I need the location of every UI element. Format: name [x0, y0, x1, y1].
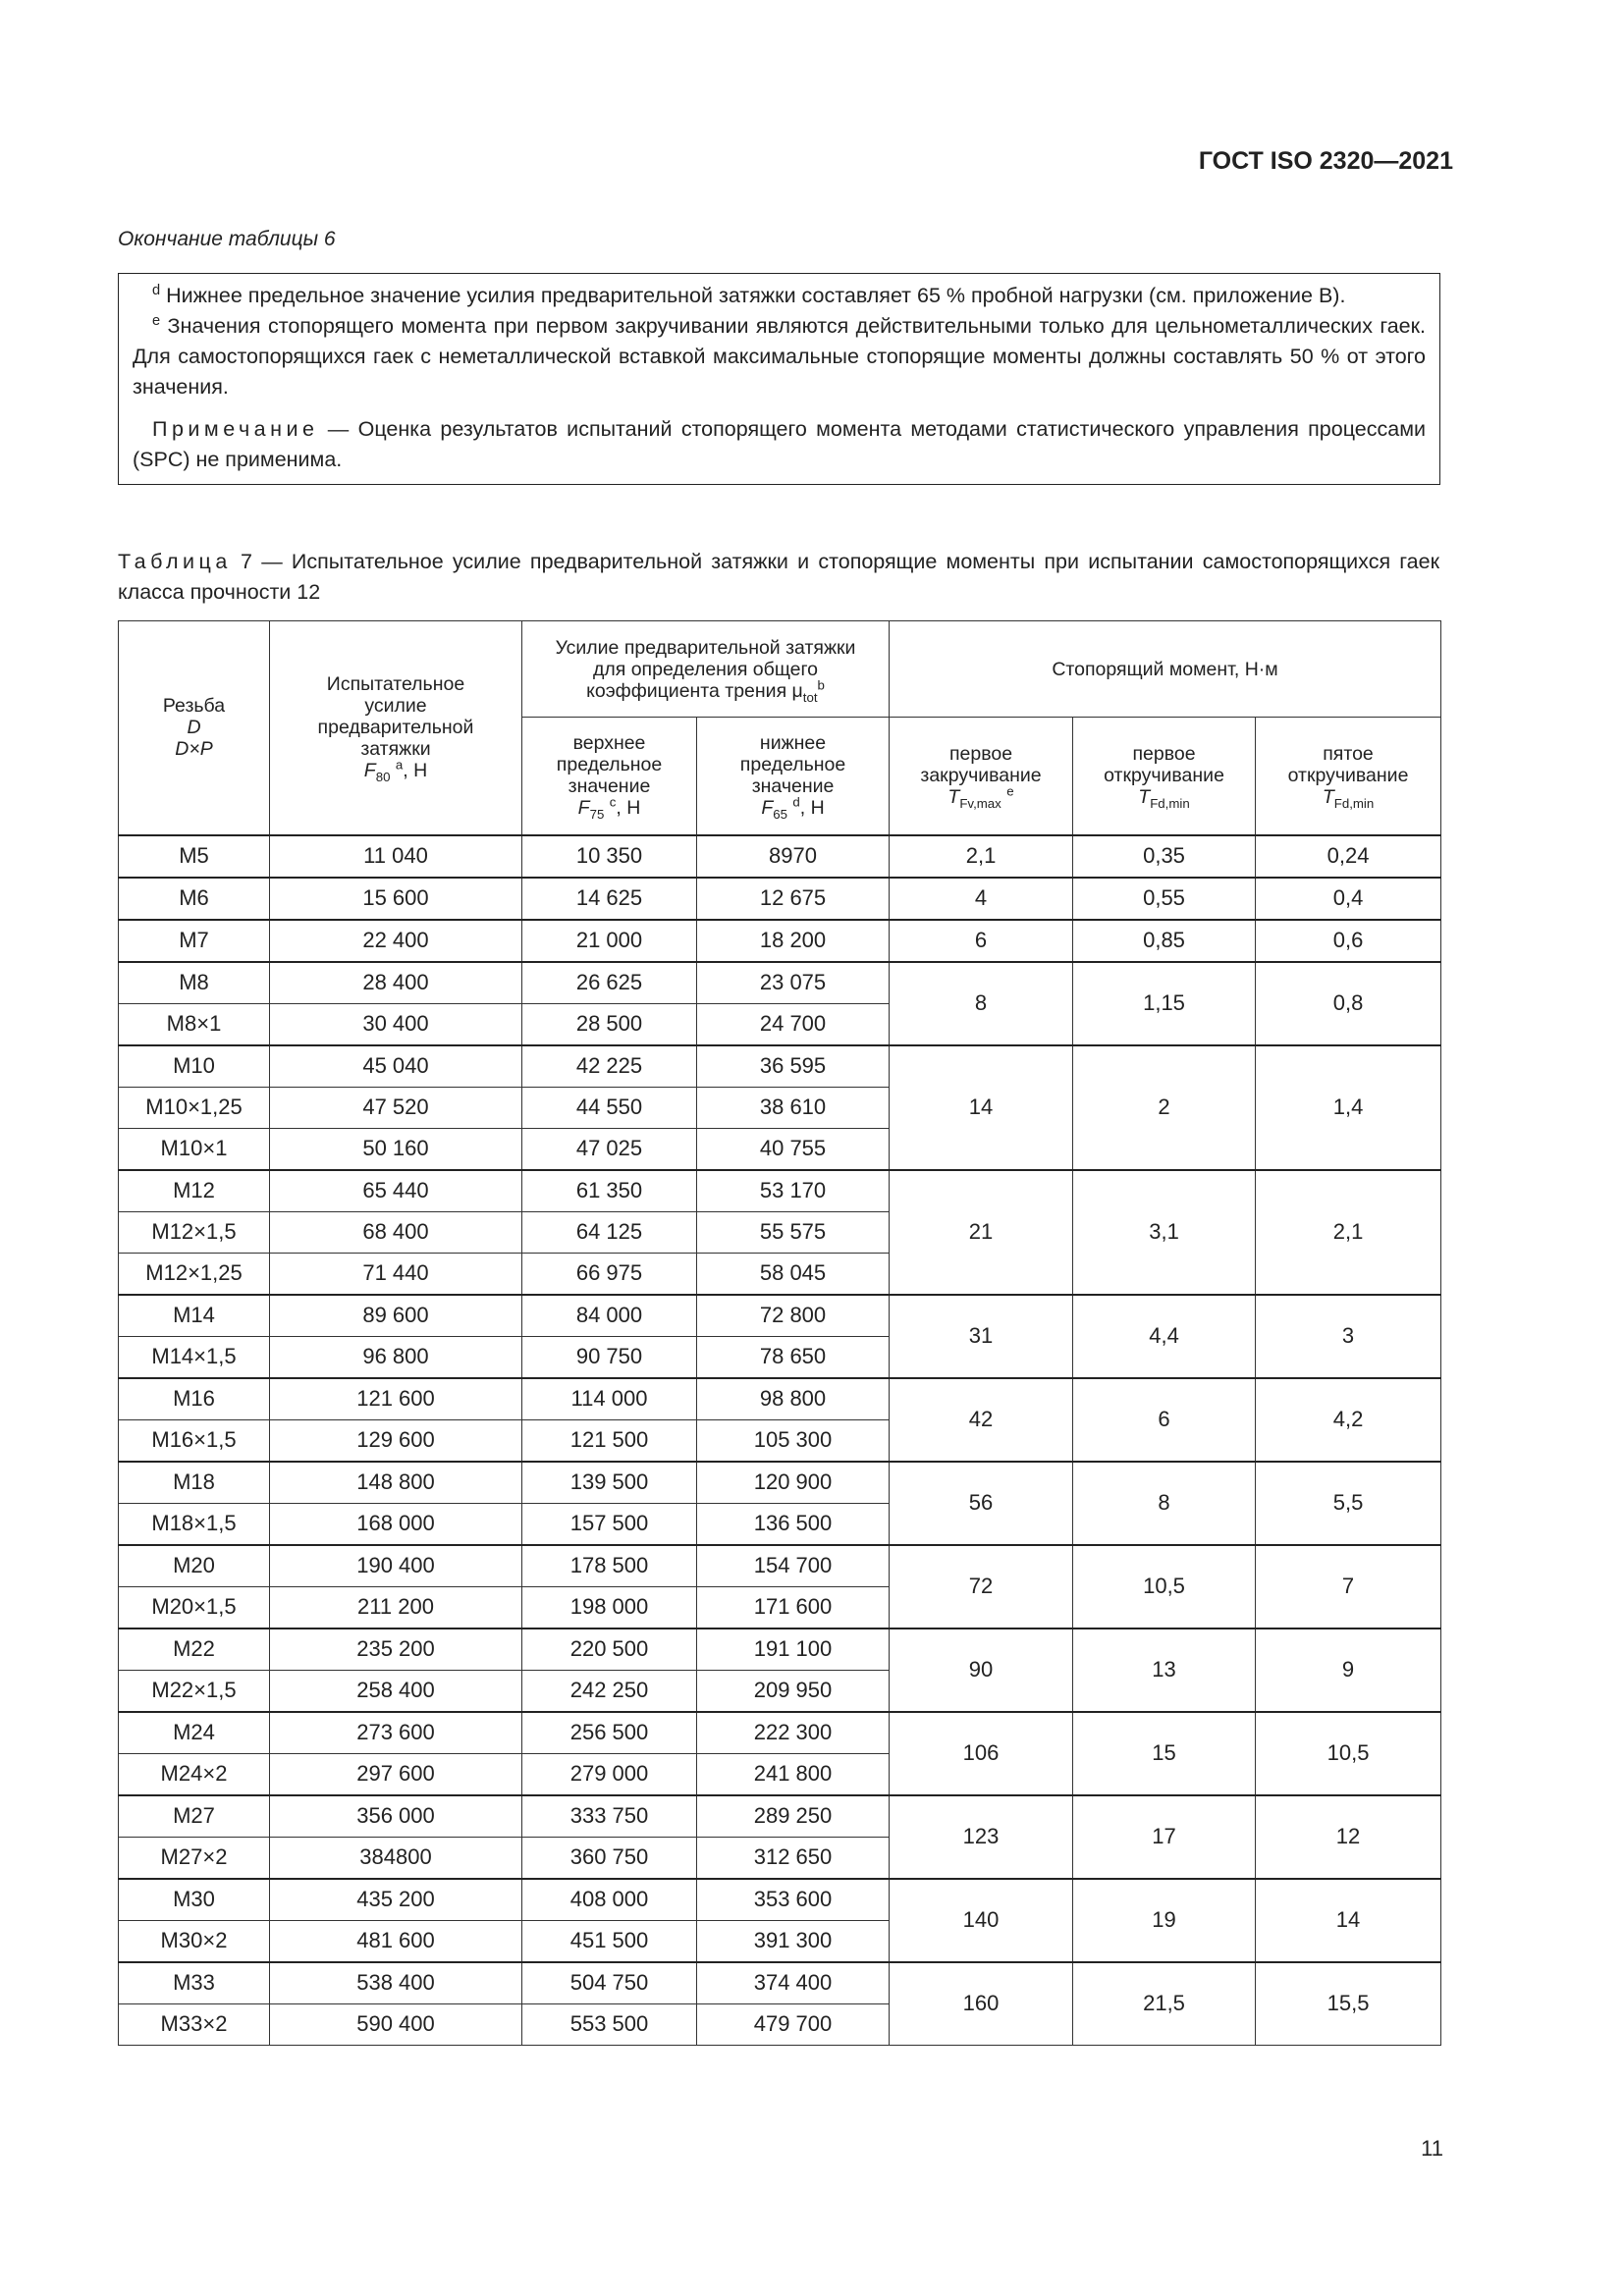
cell-thread: M10×1: [119, 1128, 270, 1170]
table-row: [119, 1378, 1441, 1420]
table-row: [119, 1545, 1441, 1587]
cell-first-loosening: 1,15: [1073, 962, 1256, 1045]
cell-upper-value: 28 500: [522, 1003, 697, 1045]
table-row: [119, 835, 1441, 878]
cell-test-force: 129 600: [270, 1419, 522, 1462]
table-row: [119, 878, 1441, 920]
cell-thread: M12: [119, 1170, 270, 1212]
remark: [133, 414, 1426, 475]
cell-thread: M10: [119, 1045, 270, 1088]
table-row: [119, 1629, 1441, 1671]
footnote-d: [133, 281, 1426, 311]
header-first-tightening: первое закручивание $T_{Fv,max}$ $^e$: [890, 718, 1073, 835]
cell-first-tightening: 56: [890, 1462, 1073, 1545]
cell-lower-value: 209 950: [697, 1670, 890, 1712]
cell-upper-value: 64 125: [522, 1211, 697, 1253]
cell-upper-value: 139 500: [522, 1462, 697, 1504]
document-header: ГОСТ ISO 2320—2021: [1198, 147, 1453, 175]
cell-lower-value: 120 900: [697, 1462, 890, 1504]
cell-upper-value: 451 500: [522, 1920, 697, 1962]
cell-test-force: 11 040: [270, 835, 522, 878]
cell-thread: M8: [119, 962, 270, 1004]
cell-fifth-loosening: 0,6: [1256, 920, 1441, 962]
cell-first-tightening: 160: [890, 1962, 1073, 2046]
cell-thread: M16: [119, 1378, 270, 1420]
cell-thread: M30: [119, 1879, 270, 1921]
cell-test-force: 297 600: [270, 1753, 522, 1795]
cell-first-tightening: 21: [890, 1170, 1073, 1295]
cell-first-tightening: 72: [890, 1545, 1073, 1629]
cell-upper-value: 66 975: [522, 1253, 697, 1295]
cell-upper-value: 360 750: [522, 1837, 697, 1879]
footnote-e-text: Значения стопорящего момента при первом закручивании являются действительными только для цельнометаллических гаек. Для самостопорящихся гаек с неметаллической вставкой максимальные стопорящие моменты должны составлять 50 % от этого значения.: [133, 314, 1426, 399]
cell-lower-value: 78 650: [697, 1336, 890, 1378]
cell-test-force: 273 600: [270, 1712, 522, 1754]
cell-upper-value: 26 625: [522, 962, 697, 1004]
cell-test-force: 15 600: [270, 878, 522, 920]
cell-thread: M8×1: [119, 1003, 270, 1045]
cell-first-loosening: 3,1: [1073, 1170, 1256, 1295]
cell-lower-value: 23 075: [697, 962, 890, 1004]
footnote-e-mark: e: [152, 312, 161, 329]
cell-upper-value: 90 750: [522, 1336, 697, 1378]
footnote-d-mark: d: [152, 282, 161, 298]
cell-thread: M20: [119, 1545, 270, 1587]
cell-first-loosening: 13: [1073, 1629, 1256, 1712]
cell-first-tightening: 90: [890, 1629, 1073, 1712]
cell-test-force: 481 600: [270, 1920, 522, 1962]
cell-thread: M18: [119, 1462, 270, 1504]
cell-upper-value: 178 500: [522, 1545, 697, 1587]
cell-first-loosening: 21,5: [1073, 1962, 1256, 2046]
cell-lower-value: 191 100: [697, 1629, 890, 1671]
cell-upper-value: 44 550: [522, 1087, 697, 1128]
cell-first-tightening: 123: [890, 1795, 1073, 1879]
cell-lower-value: 391 300: [697, 1920, 890, 1962]
remark-text: — Оценка результатов испытаний стопорящего момента методами статистического управления процессами (SPC) не применима.: [133, 417, 1426, 471]
cell-first-loosening: 0,35: [1073, 835, 1256, 878]
cell-first-tightening: 140: [890, 1879, 1073, 1962]
cell-first-loosening: 4,4: [1073, 1295, 1256, 1378]
table-row: [119, 1795, 1441, 1838]
cell-test-force: 96 800: [270, 1336, 522, 1378]
cell-first-tightening: 4: [890, 878, 1073, 920]
cell-upper-value: 84 000: [522, 1295, 697, 1337]
cell-thread: M18×1,5: [119, 1503, 270, 1545]
header-first-loosening: первое откручивание $T_{Fd,min}$: [1073, 718, 1256, 835]
cell-thread: M14×1,5: [119, 1336, 270, 1378]
cell-fifth-loosening: 0,24: [1256, 835, 1441, 878]
table-notes-box: [118, 273, 1440, 485]
cell-fifth-loosening: 15,5: [1256, 1962, 1441, 2046]
cell-fifth-loosening: 9: [1256, 1629, 1441, 1712]
cell-fifth-loosening: 3: [1256, 1295, 1441, 1378]
cell-fifth-loosening: 2,1: [1256, 1170, 1441, 1295]
preload-torque-table: [118, 620, 1441, 2046]
cell-lower-value: 105 300: [697, 1419, 890, 1462]
cell-first-loosening: 2: [1073, 1045, 1256, 1170]
cell-test-force: 47 520: [270, 1087, 522, 1128]
remark-label: Примечание: [152, 417, 319, 441]
cell-thread: M14: [119, 1295, 270, 1337]
cell-first-loosening: 10,5: [1073, 1545, 1256, 1629]
cell-test-force: 590 400: [270, 2003, 522, 2045]
cell-upper-value: 121 500: [522, 1419, 697, 1462]
header-lower-value: нижнее предельное значение $F_{65}$ $^d$, Н: [697, 718, 890, 835]
cell-lower-value: 55 575: [697, 1211, 890, 1253]
cell-lower-value: 353 600: [697, 1879, 890, 1921]
cell-upper-value: 14 625: [522, 878, 697, 920]
cell-lower-value: 98 800: [697, 1378, 890, 1420]
cell-thread: M6: [119, 878, 270, 920]
cell-lower-value: 241 800: [697, 1753, 890, 1795]
cell-upper-value: 220 500: [522, 1629, 697, 1671]
footnote-e: [133, 311, 1426, 402]
cell-upper-value: 198 000: [522, 1586, 697, 1629]
cell-lower-value: 136 500: [697, 1503, 890, 1545]
cell-upper-value: 408 000: [522, 1879, 697, 1921]
table-row: [119, 1170, 1441, 1212]
cell-first-tightening: 106: [890, 1712, 1073, 1795]
cell-thread: M10×1,25: [119, 1087, 270, 1128]
cell-upper-value: 256 500: [522, 1712, 697, 1754]
cell-test-force: 89 600: [270, 1295, 522, 1337]
cell-lower-value: 222 300: [697, 1712, 890, 1754]
cell-first-loosening: 19: [1073, 1879, 1256, 1962]
cell-test-force: 45 040: [270, 1045, 522, 1088]
header-fifth-loosening: пятое откручивание $T_{Fd,min}$: [1256, 718, 1441, 835]
cell-first-loosening: 0,85: [1073, 920, 1256, 962]
cell-test-force: 22 400: [270, 920, 522, 962]
cell-thread: M12×1,5: [119, 1211, 270, 1253]
cell-upper-value: 61 350: [522, 1170, 697, 1212]
cell-thread: M24: [119, 1712, 270, 1754]
cell-fifth-loosening: 14: [1256, 1879, 1441, 1962]
table-row: [119, 920, 1441, 962]
cell-upper-value: 114 000: [522, 1378, 697, 1420]
cell-fifth-loosening: 7: [1256, 1545, 1441, 1629]
cell-upper-value: 333 750: [522, 1795, 697, 1838]
cell-lower-value: 289 250: [697, 1795, 890, 1838]
footnote-d-text: Нижнее предельное значение усилия предварительной затяжки составляет 65 % пробной нагрузки (см. приложение В).: [166, 284, 1346, 307]
table-row: [119, 1712, 1441, 1754]
header-torque-group: Стопорящий момент, Н·м: [890, 621, 1441, 718]
cell-lower-value: 58 045: [697, 1253, 890, 1295]
cell-thread: M33×2: [119, 2003, 270, 2045]
cell-thread: M22: [119, 1629, 270, 1671]
cell-test-force: 28 400: [270, 962, 522, 1004]
cell-thread: M5: [119, 835, 270, 878]
cell-first-tightening: 31: [890, 1295, 1073, 1378]
cell-lower-value: 53 170: [697, 1170, 890, 1212]
cell-upper-value: 553 500: [522, 2003, 697, 2045]
cell-thread: M12×1,25: [119, 1253, 270, 1295]
cell-first-loosening: 0,55: [1073, 878, 1256, 920]
cell-first-loosening: 6: [1073, 1378, 1256, 1462]
cell-lower-value: 38 610: [697, 1087, 890, 1128]
cell-upper-value: 242 250: [522, 1670, 697, 1712]
cell-lower-value: 374 400: [697, 1962, 890, 2004]
table-continuation-caption: Окончание таблицы 6: [118, 228, 336, 250]
cell-upper-value: 279 000: [522, 1753, 697, 1795]
cell-thread: M7: [119, 920, 270, 962]
page-number: 11: [1421, 2136, 1443, 2161]
cell-thread: M24×2: [119, 1753, 270, 1795]
cell-test-force: 190 400: [270, 1545, 522, 1587]
cell-thread: M22×1,5: [119, 1670, 270, 1712]
cell-first-tightening: 42: [890, 1378, 1073, 1462]
cell-upper-value: 504 750: [522, 1962, 697, 2004]
header-thread: Резьба D D×P: [119, 621, 270, 835]
cell-test-force: 384800: [270, 1837, 522, 1879]
cell-test-force: 71 440: [270, 1253, 522, 1295]
cell-test-force: 68 400: [270, 1211, 522, 1253]
cell-lower-value: 36 595: [697, 1045, 890, 1088]
cell-fifth-loosening: 5,5: [1256, 1462, 1441, 1545]
cell-first-tightening: 6: [890, 920, 1073, 962]
cell-lower-value: 24 700: [697, 1003, 890, 1045]
cell-fifth-loosening: 0,8: [1256, 962, 1441, 1045]
cell-thread: M16×1,5: [119, 1419, 270, 1462]
table-body: [119, 835, 1441, 2046]
cell-test-force: 65 440: [270, 1170, 522, 1212]
cell-upper-value: 42 225: [522, 1045, 697, 1088]
cell-lower-value: 18 200: [697, 920, 890, 962]
cell-first-tightening: 2,1: [890, 835, 1073, 878]
cell-upper-value: 157 500: [522, 1503, 697, 1545]
table-row: [119, 1462, 1441, 1504]
cell-fifth-loosening: 4,2: [1256, 1378, 1441, 1462]
cell-upper-value: 47 025: [522, 1128, 697, 1170]
cell-test-force: 538 400: [270, 1962, 522, 2004]
table-row: [119, 1295, 1441, 1337]
cell-fifth-loosening: 1,4: [1256, 1045, 1441, 1170]
table-row: [119, 1045, 1441, 1088]
cell-lower-value: 40 755: [697, 1128, 890, 1170]
cell-lower-value: 154 700: [697, 1545, 890, 1587]
table-caption-text: 7 — Испытательное усилие предварительной затяжки и стопорящие моменты при испытании самостопорящихся гаек класса прочности 12: [118, 550, 1439, 604]
cell-thread: M30×2: [119, 1920, 270, 1962]
cell-test-force: 211 200: [270, 1586, 522, 1629]
header-upper-value: верхнее предельное значение $F_{75}$ $^c$, Н: [522, 718, 697, 835]
table-row: [119, 962, 1441, 1004]
cell-test-force: 435 200: [270, 1879, 522, 1921]
table-caption-label: Таблица: [118, 550, 232, 573]
cell-first-loosening: 8: [1073, 1462, 1256, 1545]
cell-test-force: 258 400: [270, 1670, 522, 1712]
cell-thread: M33: [119, 1962, 270, 2004]
cell-first-loosening: 17: [1073, 1795, 1256, 1879]
cell-test-force: 148 800: [270, 1462, 522, 1504]
cell-lower-value: 12 675: [697, 878, 890, 920]
cell-test-force: 356 000: [270, 1795, 522, 1838]
cell-test-force: 168 000: [270, 1503, 522, 1545]
cell-thread: M27×2: [119, 1837, 270, 1879]
cell-lower-value: 171 600: [697, 1586, 890, 1629]
cell-test-force: 121 600: [270, 1378, 522, 1420]
table-row: [119, 1879, 1441, 1921]
table-row: [119, 1962, 1441, 2004]
cell-lower-value: 312 650: [697, 1837, 890, 1879]
cell-lower-value: 8970: [697, 835, 890, 878]
cell-test-force: 50 160: [270, 1128, 522, 1170]
cell-first-tightening: 14: [890, 1045, 1073, 1170]
cell-test-force: 235 200: [270, 1629, 522, 1671]
table-caption: [118, 547, 1439, 608]
cell-upper-value: 10 350: [522, 835, 697, 878]
cell-test-force: 30 400: [270, 1003, 522, 1045]
cell-fifth-loosening: 12: [1256, 1795, 1441, 1879]
cell-fifth-loosening: 0,4: [1256, 878, 1441, 920]
cell-upper-value: 21 000: [522, 920, 697, 962]
cell-thread: M27: [119, 1795, 270, 1838]
cell-first-tightening: 8: [890, 962, 1073, 1045]
header-preload-group: Усилие предварительной затяжки для определения общего коэффициента трения $\mu_{tot}^b$: [522, 621, 890, 718]
header-test-force: Испытательное усилие предварительной затяжки $F_{80}$ $^a$, Н: [270, 621, 522, 835]
cell-lower-value: 479 700: [697, 2003, 890, 2045]
cell-lower-value: 72 800: [697, 1295, 890, 1337]
cell-thread: M20×1,5: [119, 1586, 270, 1629]
cell-first-loosening: 15: [1073, 1712, 1256, 1795]
cell-fifth-loosening: 10,5: [1256, 1712, 1441, 1795]
